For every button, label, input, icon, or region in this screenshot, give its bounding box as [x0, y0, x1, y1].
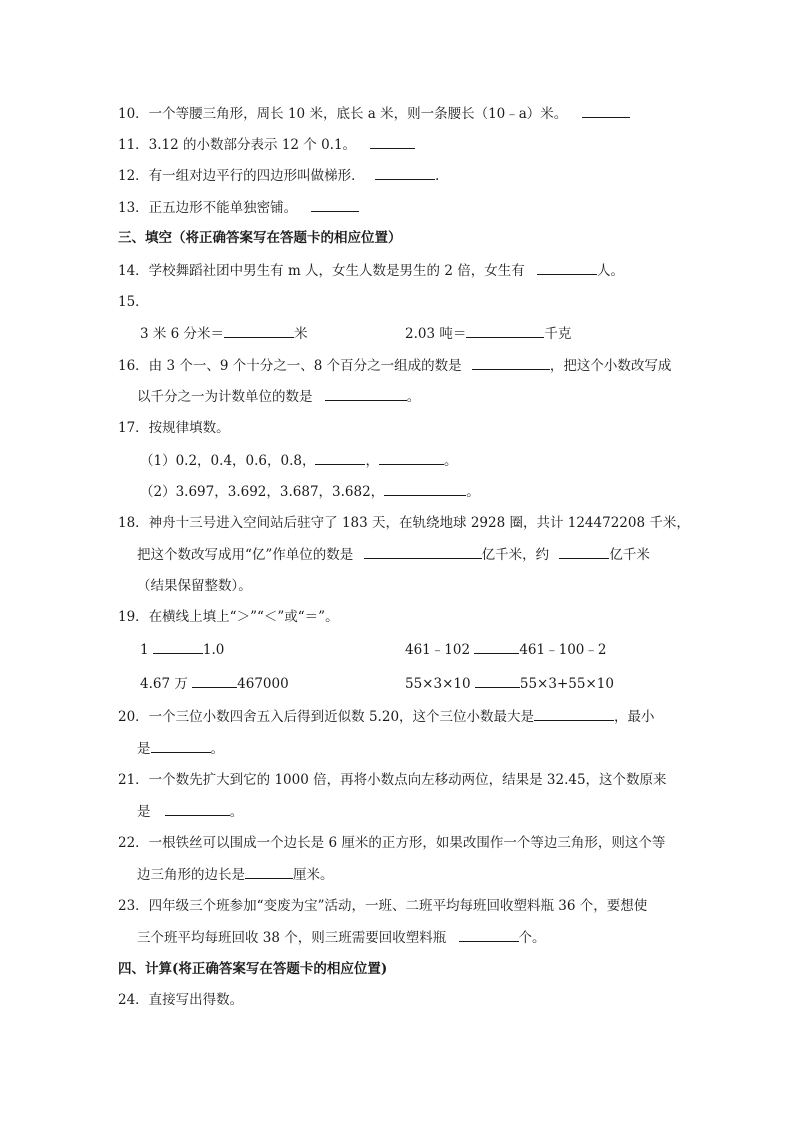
question-16-line1 [118, 355, 671, 376]
question-18-line3: （结果保留整数）。 [137, 578, 252, 594]
question-18-unit: 亿千米 [609, 547, 650, 563]
question-23-line1: 23．四年级三个班参加“变废为宝”活动，一班、二班平均每班回收塑料瓶 36 个，要想使 [118, 898, 648, 914]
question-19a-right: 1.0 [202, 642, 225, 658]
answer-blank-21[interactable] [165, 801, 230, 816]
question-11-text: 11．3.12 的小数部分表示 12 个 0.1。 [118, 137, 357, 153]
question-11 [118, 134, 415, 155]
answer-blank-18a[interactable] [364, 544, 482, 559]
question-12 [118, 165, 439, 186]
question-19b-left: 461﹣102 [405, 642, 471, 658]
question-16-text-cont: ，把这个小数改写成 [549, 358, 672, 374]
question-19a-left: 1 [140, 642, 149, 658]
question-20-text-cont: ，最小 [614, 709, 655, 725]
question-23-unit: 个。 [518, 930, 546, 946]
question-18-line2 [137, 544, 650, 565]
question-15b-text: 2.03 吨＝ [405, 326, 467, 342]
question-19c-left: 4.67 万 [140, 676, 188, 692]
question-21-line2 [137, 801, 243, 822]
question-19d [405, 673, 614, 694]
question-18-line1: 18．神舟十三号进入空间站后驻守了 183 天，在轨绕地球 2928 圈，共计 124472208 千米， [118, 515, 690, 531]
question-22-line1: 22．一根铁丝可以围成一个边长是 6 厘米的正方形，如果改围作一个等边三角形，则这个等 [118, 835, 666, 851]
question-22-text-line2: 边三角形的边长是 [137, 867, 245, 883]
question-17-sub2 [140, 481, 480, 502]
question-17-sub2-text: （2）3.697，3.692，3.687，3.682， [140, 484, 385, 500]
section-4-heading: 四、计算(将正确答案写在答题卡的相应位置) [118, 961, 388, 977]
answer-blank-22[interactable] [245, 864, 293, 879]
question-16-text: 16．由 3 个一、9 个十分之一、8 个百分之一组成的数是 [118, 358, 462, 374]
answer-blank-15a[interactable] [224, 323, 294, 338]
question-17-sub1-tail: 。 [443, 453, 458, 469]
answer-blank-19c[interactable] [192, 673, 237, 688]
answer-blank-15b[interactable] [466, 323, 544, 338]
question-19c-right: 467000 [237, 676, 289, 692]
question-18-text: 把这个数改写成用“亿”作单位的数是 [137, 547, 354, 563]
question-19-title: 19．在横线上填上“＞”“＜”或“＝”。 [118, 609, 339, 625]
question-22-unit: 厘米。 [293, 867, 334, 883]
answer-blank-11[interactable] [370, 134, 415, 149]
answer-blank-16b[interactable] [325, 386, 407, 401]
question-14 [118, 260, 624, 281]
question-19d-right: 55×3+55×10 [519, 676, 614, 692]
question-13 [118, 197, 359, 218]
question-15b-unit: 千克 [544, 326, 572, 342]
question-20-tail: 。 [210, 741, 224, 757]
answer-blank-23[interactable] [459, 927, 519, 942]
question-16-text-line2: 以千分之一为计数单位的数是 [137, 389, 313, 405]
question-23-text-line2: 三个班平均每班回收 38 个，则三班需要回收塑料瓶 [137, 930, 447, 946]
question-14-text: 14．学校舞蹈社团中男生有 m 人，女生人数是男生的 2 倍，女生有 [118, 263, 525, 279]
answer-blank-19a[interactable] [153, 639, 203, 654]
question-15a-text: 3 米 6 分米＝ [140, 326, 225, 342]
question-13-text: 13．正五边形不能单独密铺。 [118, 200, 298, 216]
answer-blank-19d[interactable] [475, 673, 520, 688]
question-19b [405, 639, 606, 660]
question-23-line2 [137, 927, 546, 948]
question-15a [140, 323, 308, 344]
question-20-line1 [118, 706, 655, 727]
answer-blank-17b[interactable] [379, 450, 444, 465]
answer-blank-17c[interactable] [384, 481, 466, 496]
question-19c [140, 673, 289, 694]
answer-blank-14[interactable] [537, 260, 597, 275]
answer-blank-19b[interactable] [474, 639, 519, 654]
section-3-heading: 三、填空（将正确答案写在答题卡的相应位置） [118, 230, 402, 246]
question-12-tail: . [434, 168, 440, 184]
answer-blank-20a[interactable] [534, 706, 614, 721]
question-16-tail: 。 [406, 389, 421, 405]
question-10-text: 10．一个等腰三角形，周长 10 米，底长 a 米，则一条腰长（10﹣a）米。 [118, 106, 568, 122]
question-19d-left: 55×3×10 [405, 676, 471, 692]
answer-blank-20b[interactable] [151, 738, 211, 753]
answer-blank-12[interactable] [375, 165, 435, 180]
question-10 [118, 103, 630, 124]
question-17-title: 17．按规律填数。 [118, 420, 230, 436]
question-20-text-line2: 是 [137, 741, 151, 757]
question-21-line1: 21．一个数先扩大到它的 1000 倍，再将小数点向左移动两位，结果是 32.45，这个数原来 [118, 772, 667, 788]
question-12-text: 12．有一组对边平行的四边形叫做梯形． [118, 168, 365, 184]
question-19b-right: 461﹣100﹣2 [519, 642, 607, 658]
question-14-tail: 人。 [597, 263, 625, 279]
question-21-text-line2: 是 [137, 804, 151, 820]
question-20-text: 20．一个三位小数四舍五入后得到近似数 5.20，这个三位小数最大是 [118, 709, 535, 725]
question-20-line2 [137, 738, 224, 759]
question-17-sub1-text: （1）0.2，0.4，0.6，0.8， [140, 453, 316, 469]
question-16-line2 [137, 386, 420, 407]
answer-blank-18b[interactable] [559, 544, 609, 559]
question-19a [140, 639, 224, 660]
question-15b [405, 323, 571, 344]
answer-blank-16a[interactable] [472, 355, 550, 370]
question-15-number: 15． [118, 294, 149, 310]
answer-blank-13[interactable] [311, 197, 359, 212]
answer-blank-10[interactable] [582, 103, 630, 118]
question-17-sub1 [140, 450, 457, 471]
question-21-tail: 。 [229, 804, 244, 820]
question-17-sub1-sep: ， [365, 453, 379, 469]
question-18-text-mid: 亿千米，约 [481, 547, 550, 563]
question-24: 24．直接写出得数。 [118, 992, 244, 1008]
answer-blank-17a[interactable] [315, 450, 365, 465]
question-15a-unit: 米 [294, 326, 308, 342]
question-17-sub2-tail: 。 [466, 484, 480, 500]
question-22-line2 [137, 864, 334, 885]
